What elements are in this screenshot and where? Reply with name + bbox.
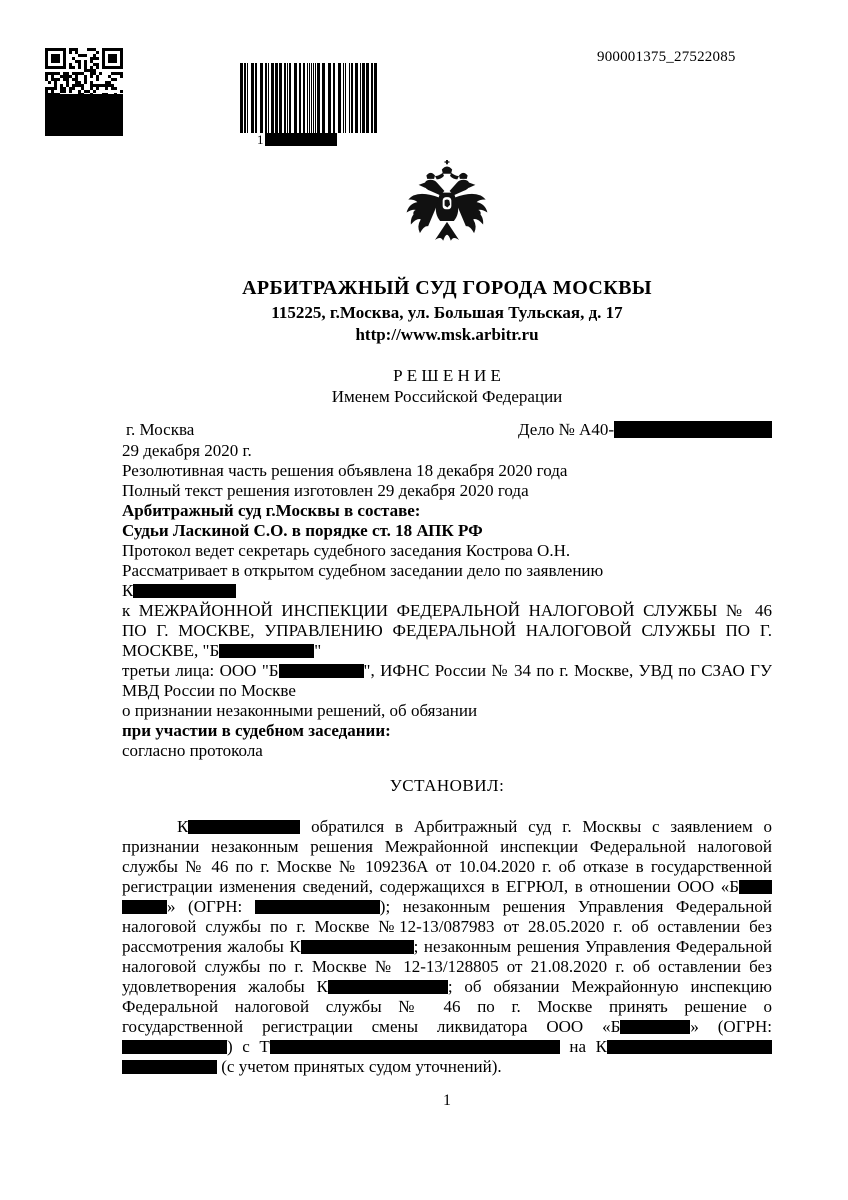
preamble-block	[122, 441, 772, 761]
redaction-box	[620, 1020, 690, 1034]
text-line: налоговой службы по г. Москве №12-13/087983 от 28.05.2020 г. об оставлении без	[122, 917, 772, 936]
text-line: признании незаконным решения Межрайонной инспекции Федеральной налоговой	[122, 837, 772, 856]
case-line	[122, 420, 772, 440]
document-number: 900001375_27522085	[597, 49, 736, 65]
decision-subtitle: Именем Российской Федерации	[331, 387, 563, 406]
court-header	[122, 160, 772, 407]
barcode-icon	[240, 63, 380, 133]
qr-code-icon	[45, 48, 123, 136]
text-line: удовлетворения жалобы К ; об обязании Межрайонную инспекцию	[122, 977, 772, 996]
text-line: Федеральной налоговой службы № 46 по г. Москве принять решение о	[122, 997, 772, 1016]
text-line: Резолютивная часть решения объявлена 18 декабря 2020 года	[122, 461, 568, 480]
text-line: к МЕЖРАЙОННОЙ ИНСПЕКЦИИ ФЕДЕРАЛЬНОЙ НАЛОГОВОЙ СЛУЖБЫ № 46	[122, 601, 772, 620]
text-line: 29 декабря 2020 г.	[122, 441, 252, 460]
case-number	[518, 420, 772, 440]
redaction-box	[301, 940, 414, 954]
text-line: Полный текст решения изготовлен 29 декабря 2020 года	[122, 481, 529, 500]
text-line: Судьи Ласкиной С.О. в порядке ст. 18 АПК РФ	[122, 521, 483, 540]
redaction-box	[255, 900, 380, 914]
redaction-box	[188, 820, 300, 834]
coat-of-arms-icon	[404, 160, 490, 258]
text-line: ) с Т на К	[122, 1037, 772, 1057]
court-website: http://www.msk.arbitr.ru	[355, 325, 539, 344]
court-address: 115225, г.Москва, ул. Большая Тульская, д. 17	[271, 303, 623, 322]
text-line: МВД России по Москве	[122, 681, 296, 700]
text-line: К обратился в Арбитражный суд г. Москвы с заявлением о	[177, 817, 772, 836]
text-line: о признании незаконными решений, об обязании	[122, 701, 478, 720]
redaction-box	[133, 584, 236, 598]
decision-title: Р Е Ш Е Н И Е	[393, 366, 501, 385]
barcode-caption	[257, 132, 337, 147]
city-label: г. Москва	[126, 420, 195, 439]
text-line: рассмотрения жалобы К ; незаконным решения Управления Федеральной	[122, 937, 772, 956]
text-line: регистрации изменения сведений, содержащихся в ЕГРЮЛ, в отношении ООО «Б	[122, 877, 772, 897]
text-line: государственной регистрации смены ликвидатора ООО «Б » (ОГРН:	[122, 1017, 772, 1036]
barcode-redaction-box	[265, 133, 337, 146]
text-line: Рассматривает в открытом судебном заседании дело по заявлению	[122, 561, 604, 580]
case-number-redaction-box	[614, 421, 772, 438]
redaction-box	[328, 980, 448, 994]
text-line: » (ОГРН: ); незаконным решения Управления Федеральной	[122, 897, 772, 917]
text-line: (с учетом принятых судом уточнений).	[122, 1057, 772, 1077]
redaction-box	[122, 900, 167, 914]
page-number: 1	[443, 1092, 451, 1109]
text-line: ПО Г. МОСКВЕ, УПРАВЛЕНИЮ ФЕДЕРАЛЬНОЙ НАЛОГОВОЙ СЛУЖБЫ ПО Г.	[122, 621, 772, 640]
text-line: третьи лица: ООО "Б ", ИФНС России № 34 по г. Москве, УВД по СЗАО ГУ	[122, 661, 772, 680]
court-name: АРБИТРАЖНЫЙ СУД ГОРОДА МОСКВЫ	[242, 277, 652, 299]
redaction-box	[270, 1040, 560, 1054]
redaction-box	[739, 880, 772, 894]
redaction-box	[122, 1040, 227, 1054]
redaction-box	[607, 1040, 772, 1054]
text-line: К	[122, 581, 772, 601]
text-line: Арбитражный суд г.Москвы в составе:	[122, 501, 421, 520]
text-line: МОСКВЕ, "Б "	[122, 641, 322, 660]
text-line: при участии в судебном заседании:	[122, 721, 391, 740]
redaction-box	[122, 1060, 217, 1074]
body-text-block	[122, 817, 772, 1077]
ustanovil-heading: УСТАНОВИЛ:	[389, 776, 505, 795]
barcode-digit: 1	[257, 132, 264, 147]
text-line: налоговой службы по г. Москве № 12-13/128805 от 21.08.2020 г. об оставлении без	[122, 957, 772, 976]
redaction-box	[279, 664, 364, 678]
case-number-label: Дело № А40-	[518, 420, 614, 439]
text-line: согласно протокола	[122, 741, 263, 760]
redaction-box	[219, 644, 314, 658]
text-line: службы № 46 по г. Москве № 109236А от 10.04.2020 г. об отказе в государственной	[122, 857, 772, 876]
text-line: Протокол ведет секретарь судебного заседания Кострова О.Н.	[122, 541, 571, 560]
